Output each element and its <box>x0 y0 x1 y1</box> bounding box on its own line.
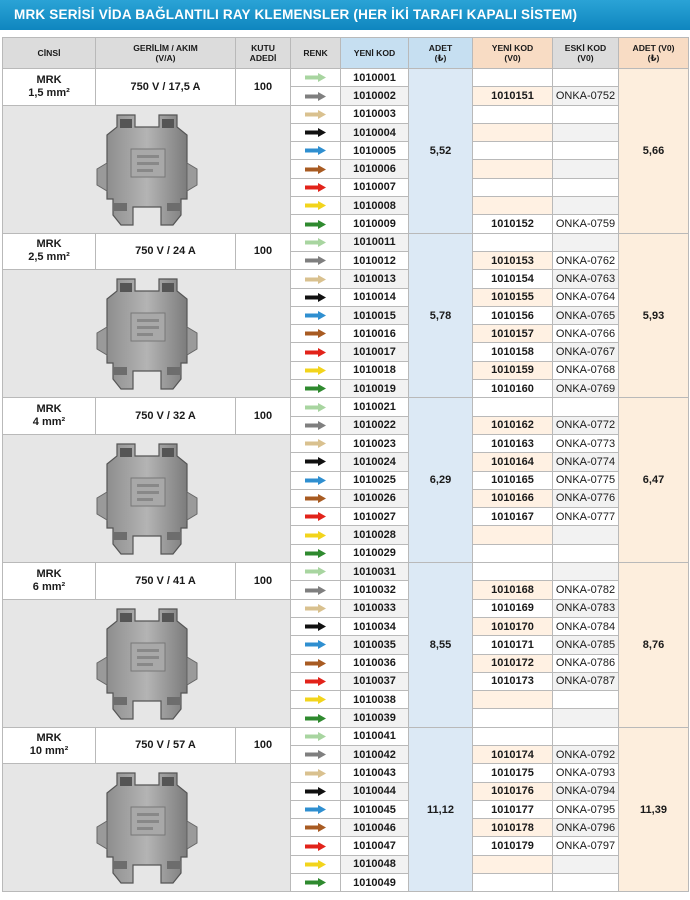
color-cell <box>291 160 341 178</box>
new-code-cell: 1010027 <box>341 508 409 526</box>
color-cell <box>291 672 341 690</box>
old-code-cell <box>553 398 619 416</box>
new-code-v0-cell: 1010157 <box>473 325 553 343</box>
old-code-cell: ONKA-0796 <box>553 819 619 837</box>
new-code-v0-cell <box>473 563 553 581</box>
box-qty-cell: 100 <box>236 563 291 600</box>
price-cell: 6,29 <box>409 398 473 563</box>
price-v0-cell: 6,47 <box>619 398 689 563</box>
table-row <box>3 233 689 251</box>
color-arrow-icon <box>305 878 326 887</box>
old-code-cell: ONKA-0784 <box>553 617 619 635</box>
new-code-v0-cell: 1010171 <box>473 636 553 654</box>
color-arrow-icon <box>305 842 326 851</box>
color-cell <box>291 380 341 398</box>
product-name: MRK <box>36 73 62 86</box>
old-code-cell: ONKA-0773 <box>553 434 619 452</box>
old-code-cell: ONKA-0794 <box>553 782 619 800</box>
color-arrow-icon <box>305 384 326 393</box>
old-code-cell <box>553 142 619 160</box>
color-cell <box>291 215 341 233</box>
color-arrow-icon <box>305 805 326 814</box>
color-arrow-icon <box>305 604 326 613</box>
new-code-cell: 1010026 <box>341 489 409 507</box>
new-code-v0-cell <box>473 233 553 251</box>
old-code-cell: ONKA-0766 <box>553 325 619 343</box>
new-code-v0-cell <box>473 197 553 215</box>
color-cell <box>291 855 341 873</box>
new-code-cell: 1010013 <box>341 270 409 288</box>
new-code-cell: 1010032 <box>341 581 409 599</box>
color-cell <box>291 233 341 251</box>
new-code-v0-cell: 1010155 <box>473 288 553 306</box>
color-arrow-icon <box>305 787 326 796</box>
new-code-cell: 1010009 <box>341 215 409 233</box>
table-row <box>3 563 689 581</box>
color-arrow-icon <box>305 476 326 485</box>
color-cell <box>291 526 341 544</box>
box-qty-cell: 100 <box>236 398 291 435</box>
box-qty-cell: 100 <box>236 727 291 764</box>
new-code-v0-cell <box>473 691 553 709</box>
color-cell <box>291 123 341 141</box>
header-yeni-kod-v0: YENİ KOD (V0) <box>473 38 553 69</box>
color-cell <box>291 325 341 343</box>
color-cell <box>291 691 341 709</box>
color-arrow-icon <box>305 73 326 82</box>
header-adet: ADET (₺) <box>409 38 473 69</box>
new-code-v0-cell: 1010154 <box>473 270 553 288</box>
price-table <box>2 37 689 892</box>
price-cell: 5,52 <box>409 69 473 234</box>
old-code-cell: ONKA-0785 <box>553 636 619 654</box>
rating-cell: 750 V / 41 A <box>96 563 236 600</box>
new-code-cell: 1010034 <box>341 617 409 635</box>
price-cell: 11,12 <box>409 727 473 892</box>
terminal-block-image <box>77 107 217 232</box>
color-arrow-icon <box>305 494 326 503</box>
old-code-cell: ONKA-0797 <box>553 837 619 855</box>
product-size: 1,5 mm² <box>28 86 70 99</box>
color-arrow-icon <box>305 457 326 466</box>
new-code-v0-cell: 1010178 <box>473 819 553 837</box>
color-arrow-icon <box>305 714 326 723</box>
color-cell <box>291 178 341 196</box>
color-cell <box>291 617 341 635</box>
color-cell <box>291 87 341 105</box>
color-cell <box>291 288 341 306</box>
color-cell <box>291 434 341 452</box>
old-code-cell <box>553 544 619 562</box>
new-code-cell: 1010025 <box>341 471 409 489</box>
old-code-cell <box>553 197 619 215</box>
new-code-cell: 1010017 <box>341 343 409 361</box>
new-code-v0-cell: 1010169 <box>473 599 553 617</box>
new-code-cell: 1010019 <box>341 380 409 398</box>
new-code-v0-cell <box>473 398 553 416</box>
new-code-cell: 1010041 <box>341 727 409 745</box>
table-row <box>3 434 689 452</box>
old-code-cell <box>553 563 619 581</box>
old-code-cell: ONKA-0774 <box>553 453 619 471</box>
product-size: 10 mm² <box>29 745 69 758</box>
product-name-cell <box>3 69 96 106</box>
color-cell <box>291 416 341 434</box>
new-code-cell: 1010046 <box>341 819 409 837</box>
new-code-v0-cell <box>473 69 553 87</box>
new-code-cell: 1010033 <box>341 599 409 617</box>
table-row <box>3 69 689 87</box>
terminal-block-image <box>77 436 217 561</box>
color-arrow-icon <box>305 92 326 101</box>
old-code-cell <box>553 178 619 196</box>
old-code-cell <box>553 160 619 178</box>
new-code-v0-cell: 1010156 <box>473 306 553 324</box>
old-code-cell: ONKA-0769 <box>553 380 619 398</box>
color-arrow-icon <box>305 220 326 229</box>
new-code-v0-cell: 1010158 <box>473 343 553 361</box>
product-name-cell <box>3 398 96 435</box>
old-code-cell <box>553 123 619 141</box>
product-image-cell <box>3 105 291 233</box>
product-image-cell <box>3 599 291 727</box>
new-code-v0-cell <box>473 178 553 196</box>
old-code-cell: ONKA-0767 <box>553 343 619 361</box>
table-row <box>3 270 689 288</box>
color-arrow-icon <box>305 567 326 576</box>
color-arrow-icon <box>305 128 326 137</box>
color-arrow-icon <box>305 750 326 759</box>
color-arrow-icon <box>305 348 326 357</box>
color-arrow-icon <box>305 586 326 595</box>
color-cell <box>291 544 341 562</box>
terminal-block-image <box>77 271 217 396</box>
color-cell <box>291 800 341 818</box>
product-name: MRK <box>36 403 62 416</box>
color-cell <box>291 636 341 654</box>
new-code-cell: 1010029 <box>341 544 409 562</box>
old-code-cell: ONKA-0775 <box>553 471 619 489</box>
old-code-cell <box>553 709 619 727</box>
new-code-cell: 1010012 <box>341 251 409 269</box>
color-arrow-icon <box>305 732 326 741</box>
price-cell: 5,78 <box>409 233 473 398</box>
new-code-v0-cell: 1010176 <box>473 782 553 800</box>
color-cell <box>291 471 341 489</box>
product-size: 2,5 mm² <box>28 251 70 264</box>
new-code-cell: 1010007 <box>341 178 409 196</box>
color-arrow-icon <box>305 238 326 247</box>
old-code-cell: ONKA-0776 <box>553 489 619 507</box>
color-cell <box>291 727 341 745</box>
old-code-cell: ONKA-0777 <box>553 508 619 526</box>
old-code-cell: ONKA-0764 <box>553 288 619 306</box>
color-arrow-icon <box>305 823 326 832</box>
new-code-cell: 1010039 <box>341 709 409 727</box>
new-code-v0-cell <box>473 526 553 544</box>
product-name: MRK <box>36 567 62 580</box>
old-code-cell: ONKA-0792 <box>553 745 619 763</box>
new-code-v0-cell <box>473 874 553 892</box>
color-arrow-icon <box>305 769 326 778</box>
color-arrow-icon <box>305 695 326 704</box>
old-code-cell: ONKA-0787 <box>553 672 619 690</box>
new-code-v0-cell: 1010165 <box>473 471 553 489</box>
color-arrow-icon <box>305 275 326 284</box>
product-image-cell <box>3 764 291 892</box>
terminal-block-image <box>77 765 217 890</box>
color-cell <box>291 563 341 581</box>
old-code-cell: ONKA-0752 <box>553 87 619 105</box>
old-code-cell: ONKA-0793 <box>553 764 619 782</box>
color-arrow-icon <box>305 329 326 338</box>
new-code-v0-cell <box>473 142 553 160</box>
color-cell <box>291 105 341 123</box>
header-gerilim: GERİLİM / AKIM (V/A) <box>96 38 236 69</box>
color-arrow-icon <box>305 201 326 210</box>
box-qty-cell: 100 <box>236 69 291 106</box>
terminal-block-image <box>77 601 217 726</box>
new-code-v0-cell: 1010173 <box>473 672 553 690</box>
color-cell <box>291 343 341 361</box>
color-arrow-icon <box>305 293 326 302</box>
new-code-cell: 1010049 <box>341 874 409 892</box>
new-code-cell: 1010047 <box>341 837 409 855</box>
old-code-cell <box>553 105 619 123</box>
color-cell <box>291 819 341 837</box>
new-code-v0-cell: 1010164 <box>473 453 553 471</box>
new-code-v0-cell <box>473 709 553 727</box>
color-cell <box>291 745 341 763</box>
new-code-v0-cell <box>473 855 553 873</box>
new-code-cell: 1010005 <box>341 142 409 160</box>
new-code-cell: 1010023 <box>341 434 409 452</box>
product-image-cell <box>3 434 291 562</box>
color-arrow-icon <box>305 677 326 686</box>
color-arrow-icon <box>305 256 326 265</box>
color-cell <box>291 453 341 471</box>
new-code-cell: 1010037 <box>341 672 409 690</box>
rating-cell: 750 V / 17,5 A <box>96 69 236 106</box>
old-code-cell <box>553 69 619 87</box>
new-code-cell: 1010048 <box>341 855 409 873</box>
price-v0-cell: 5,66 <box>619 69 689 234</box>
old-code-cell <box>553 691 619 709</box>
rating-cell: 750 V / 32 A <box>96 398 236 435</box>
header-cinsi: CİNSİ <box>3 38 96 69</box>
new-code-cell: 1010045 <box>341 800 409 818</box>
price-cell: 8,55 <box>409 563 473 728</box>
color-cell <box>291 599 341 617</box>
product-name: MRK <box>36 732 62 745</box>
new-code-v0-cell: 1010163 <box>473 434 553 452</box>
header-adet-v0: ADET (V0) (₺) <box>619 38 689 69</box>
color-cell <box>291 764 341 782</box>
new-code-v0-cell <box>473 544 553 562</box>
table-row <box>3 105 689 123</box>
new-code-v0-cell: 1010177 <box>473 800 553 818</box>
color-cell <box>291 270 341 288</box>
header-yeni-kod: YENİ KOD <box>341 38 409 69</box>
color-arrow-icon <box>305 512 326 521</box>
new-code-cell: 1010015 <box>341 306 409 324</box>
new-code-v0-cell: 1010162 <box>473 416 553 434</box>
new-code-cell: 1010031 <box>341 563 409 581</box>
old-code-cell <box>553 727 619 745</box>
new-code-v0-cell: 1010166 <box>473 489 553 507</box>
new-code-v0-cell: 1010151 <box>473 87 553 105</box>
new-code-v0-cell <box>473 160 553 178</box>
color-cell <box>291 142 341 160</box>
old-code-cell <box>553 526 619 544</box>
new-code-v0-cell: 1010174 <box>473 745 553 763</box>
color-cell <box>291 398 341 416</box>
header-eski-kod: ESKİ KOD (V0) <box>553 38 619 69</box>
color-arrow-icon <box>305 366 326 375</box>
new-code-v0-cell: 1010167 <box>473 508 553 526</box>
color-cell <box>291 197 341 215</box>
new-code-v0-cell: 1010153 <box>473 251 553 269</box>
page-title: MRK SERİSİ VİDA BAĞLANTILI RAY KLEMENSLER (HER İKİ TARAFI KAPALI SİSTEM) <box>0 0 690 30</box>
color-arrow-icon <box>305 640 326 649</box>
price-v0-cell: 11,39 <box>619 727 689 892</box>
color-cell <box>291 654 341 672</box>
old-code-cell: ONKA-0786 <box>553 654 619 672</box>
color-arrow-icon <box>305 659 326 668</box>
color-arrow-icon <box>305 531 326 540</box>
old-code-cell: ONKA-0782 <box>553 581 619 599</box>
color-cell <box>291 306 341 324</box>
new-code-v0-cell <box>473 105 553 123</box>
old-code-cell: ONKA-0763 <box>553 270 619 288</box>
product-name-cell <box>3 563 96 600</box>
new-code-cell: 1010018 <box>341 361 409 379</box>
old-code-cell: ONKA-0795 <box>553 800 619 818</box>
new-code-v0-cell: 1010175 <box>473 764 553 782</box>
color-arrow-icon <box>305 622 326 631</box>
product-name: MRK <box>36 238 62 251</box>
product-name-cell <box>3 233 96 270</box>
new-code-v0-cell <box>473 727 553 745</box>
new-code-cell: 1010003 <box>341 105 409 123</box>
new-code-cell: 1010001 <box>341 69 409 87</box>
price-v0-cell: 5,93 <box>619 233 689 398</box>
color-cell <box>291 874 341 892</box>
product-name-cell <box>3 727 96 764</box>
new-code-v0-cell: 1010172 <box>473 654 553 672</box>
color-arrow-icon <box>305 146 326 155</box>
table-row <box>3 727 689 745</box>
old-code-cell: ONKA-0765 <box>553 306 619 324</box>
color-arrow-icon <box>305 403 326 412</box>
old-code-cell <box>553 874 619 892</box>
product-size: 6 mm² <box>32 580 66 593</box>
color-cell <box>291 69 341 87</box>
color-arrow-icon <box>305 860 326 869</box>
table-row <box>3 398 689 416</box>
old-code-cell: ONKA-0762 <box>553 251 619 269</box>
new-code-cell: 1010008 <box>341 197 409 215</box>
new-code-cell: 1010042 <box>341 745 409 763</box>
new-code-cell: 1010044 <box>341 782 409 800</box>
new-code-cell: 1010038 <box>341 691 409 709</box>
color-arrow-icon <box>305 439 326 448</box>
new-code-v0-cell: 1010152 <box>473 215 553 233</box>
new-code-cell: 1010036 <box>341 654 409 672</box>
old-code-cell: ONKA-0783 <box>553 599 619 617</box>
old-code-cell: ONKA-0768 <box>553 361 619 379</box>
rating-cell: 750 V / 57 A <box>96 727 236 764</box>
price-v0-cell: 8,76 <box>619 563 689 728</box>
rating-cell: 750 V / 24 A <box>96 233 236 270</box>
new-code-v0-cell: 1010168 <box>473 581 553 599</box>
new-code-v0-cell: 1010159 <box>473 361 553 379</box>
new-code-v0-cell: 1010170 <box>473 617 553 635</box>
product-image-cell <box>3 270 291 398</box>
new-code-cell: 1010043 <box>341 764 409 782</box>
table-row <box>3 599 689 617</box>
product-size: 4 mm² <box>32 416 66 429</box>
old-code-cell <box>553 855 619 873</box>
box-qty-cell: 100 <box>236 233 291 270</box>
old-code-cell: ONKA-0759 <box>553 215 619 233</box>
new-code-cell: 1010014 <box>341 288 409 306</box>
color-arrow-icon <box>305 311 326 320</box>
new-code-v0-cell: 1010179 <box>473 837 553 855</box>
color-cell <box>291 489 341 507</box>
old-code-cell <box>553 233 619 251</box>
color-cell <box>291 508 341 526</box>
color-cell <box>291 581 341 599</box>
header-renk: RENK <box>291 38 341 69</box>
new-code-cell: 1010024 <box>341 453 409 471</box>
table-row <box>3 764 689 782</box>
color-cell <box>291 361 341 379</box>
new-code-cell: 1010002 <box>341 87 409 105</box>
color-cell <box>291 837 341 855</box>
color-arrow-icon <box>305 183 326 192</box>
color-cell <box>291 251 341 269</box>
color-cell <box>291 709 341 727</box>
new-code-v0-cell: 1010160 <box>473 380 553 398</box>
old-code-cell: ONKA-0772 <box>553 416 619 434</box>
new-code-cell: 1010006 <box>341 160 409 178</box>
new-code-cell: 1010028 <box>341 526 409 544</box>
new-code-cell: 1010021 <box>341 398 409 416</box>
new-code-cell: 1010011 <box>341 233 409 251</box>
color-arrow-icon <box>305 549 326 558</box>
color-arrow-icon <box>305 421 326 430</box>
new-code-cell: 1010022 <box>341 416 409 434</box>
new-code-cell: 1010016 <box>341 325 409 343</box>
color-arrow-icon <box>305 110 326 119</box>
table-header <box>3 38 689 69</box>
new-code-cell: 1010035 <box>341 636 409 654</box>
header-kutu: KUTU ADEDİ <box>236 38 291 69</box>
new-code-v0-cell <box>473 123 553 141</box>
color-cell <box>291 782 341 800</box>
color-arrow-icon <box>305 165 326 174</box>
new-code-cell: 1010004 <box>341 123 409 141</box>
